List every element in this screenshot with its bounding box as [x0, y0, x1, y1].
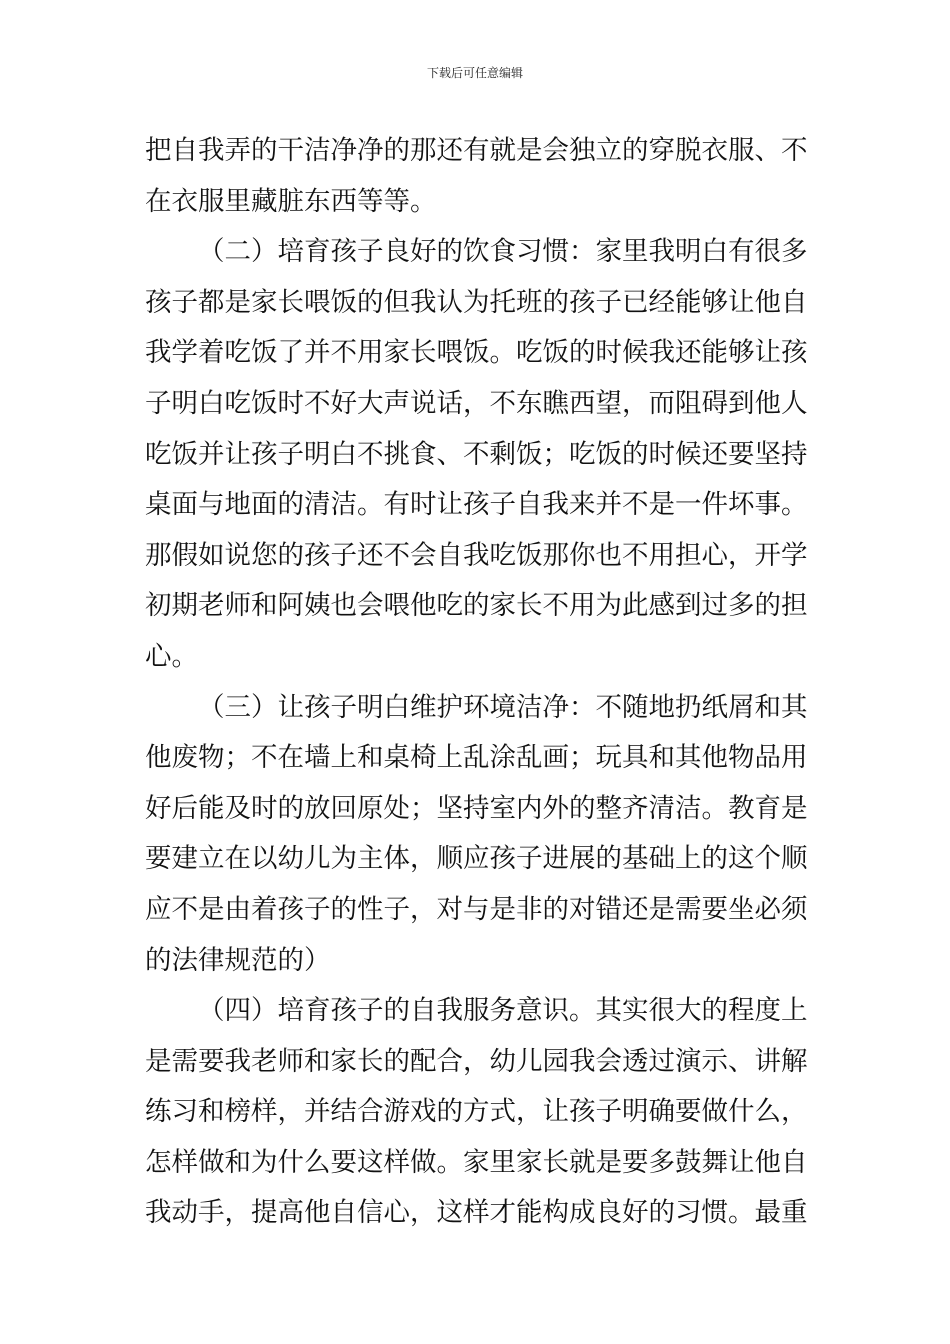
text-line: 吃饭并让孩子明白不挑食、不剩饭；吃饭的时候还要坚持 [145, 438, 807, 470]
text-line: 是需要我老师和家长的配合，幼儿园我会透过演示、讲解 [145, 1045, 807, 1077]
text-line: 我动手，提高他自信心，这样才能构成良好的习惯。最重 [145, 1197, 807, 1229]
text-line: 子明白吃饭时不好大声说话，不东瞧西望，而阻碍到他人 [145, 387, 807, 419]
text-line: 初期老师和阿姨也会喂他吃的家长不用为此感到过多的担 [145, 590, 807, 622]
text-line: 把自我弄的干洁净净的那还有就是会独立的穿脱衣服、不 [145, 135, 807, 166]
text-line: 那假如说您的孩子还不会自我吃饭那你也不用担心，开学 [145, 539, 807, 571]
text-line: 他废物；不在墙上和桌椅上乱涂乱画；玩具和其他物品用 [145, 742, 807, 774]
text-line: 好后能及时的放回原处；坚持室内外的整齐清洁。教育是 [145, 792, 807, 824]
text-line: 的法律规范的） [145, 944, 331, 976]
page-header: 下载后可任意编辑 [426, 66, 523, 80]
text-line: 我学着吃饭了并不用家长喂饭。吃饭的时候我还能够让孩 [145, 337, 807, 369]
text-line: 在衣服里藏脏东西等等。 [145, 185, 437, 217]
text-line: 孩子都是家长喂饭的但我认为托班的孩子已经能够让他自 [145, 286, 807, 318]
text-line: 练习和榜样，并结合游戏的方式，让孩子明确要做什么， [145, 1096, 807, 1128]
text-line: 怎样做和为什么要这样做。家里家长就是要多鼓舞让他自 [145, 1146, 807, 1178]
document-body [145, 126, 807, 1239]
text-line: 应不是由着孩子的性子，对与是非的对错还是需要坐必须 [145, 893, 807, 925]
paragraph-start-line: （四）培育孩子的自我服务意识。其实很大的程度上 [198, 995, 807, 1027]
text-line: 心。 [145, 640, 198, 672]
text-line: 桌面与地面的清洁。有时让孩子自我来并不是一件坏事。 [145, 489, 807, 521]
paragraph-start-line: （三）让孩子明白维护环境洁净：不随地扔纸屑和其 [198, 691, 807, 723]
paragraph-start-line: （二）培育孩子良好的饮食习惯：家里我明白有很多 [198, 236, 807, 268]
text-line: 要建立在以幼儿为主体，顺应孩子进展的基础上的这个顺 [145, 843, 807, 875]
